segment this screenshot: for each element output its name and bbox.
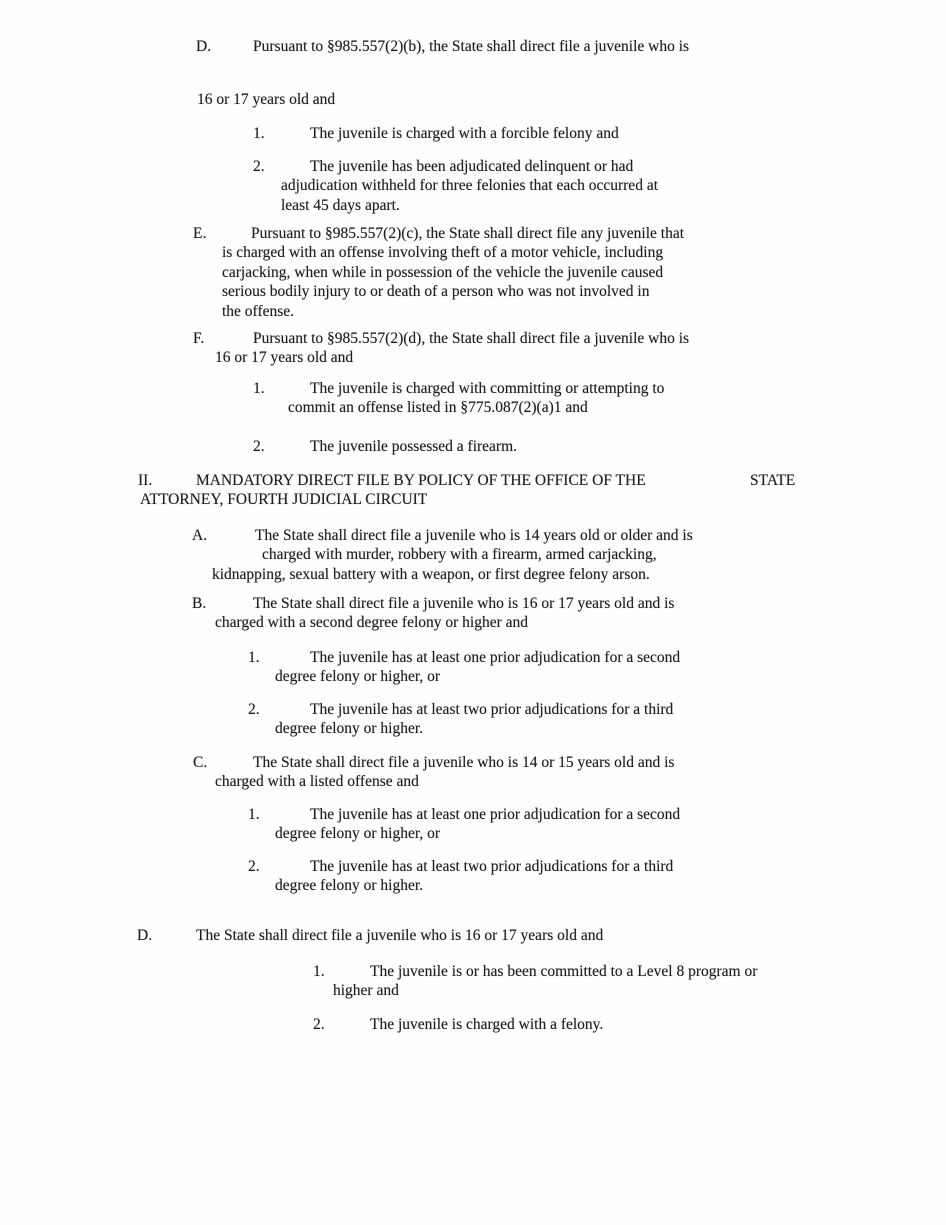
letter-item-f — [0, 329, 946, 368]
numbered-item-2 — [0, 157, 946, 215]
text-line: The State shall direct file a juvenile who is 16 or 17 years old and — [196, 927, 604, 944]
text-line: The juvenile has at least one prior adjudication for a second — [310, 806, 681, 823]
item-label: 2. — [253, 158, 265, 175]
letter-item-d — [0, 37, 946, 56]
text-line: The juvenile possessed a firearm. — [310, 438, 518, 455]
heading-right-word: STATE — [750, 472, 796, 489]
numbered-item-1 — [0, 962, 946, 1001]
text-line: least 45 days apart. — [281, 196, 400, 214]
numbered-item-2 — [0, 857, 946, 896]
item-label: 2. — [253, 438, 265, 455]
text-line: 16 or 17 years old and — [215, 349, 354, 367]
text-line: The juvenile has been adjudicated delinquent or had — [310, 158, 634, 175]
text-line: serious bodily injury to or death of a person who was not involved in — [222, 283, 650, 301]
text-line: The State shall direct file a juvenile who is 14 years old or older and is — [255, 527, 693, 544]
text-line: kidnapping, sexual battery with a weapon, or first degree felony arson. — [212, 565, 650, 583]
item-label: C. — [193, 754, 208, 771]
text-line: The State shall direct file a juvenile who is 14 or 15 years old and is — [253, 754, 675, 771]
text-line: charged with a listed offense and — [215, 773, 419, 791]
letter-item-e — [0, 224, 946, 321]
numbered-item-2 — [0, 437, 946, 456]
continuation-line — [0, 90, 946, 109]
text-line: The juvenile has at least two prior adjudications for a third — [310, 701, 674, 718]
text-line: is charged with an offense involving theft of a motor vehicle, including — [222, 244, 664, 262]
heading-text: MANDATORY DIRECT FILE BY POLICY OF THE OFFICE OF THE — [196, 472, 646, 489]
text-line: Pursuant to §985.557(2)(d), the State shall direct file a juvenile who is — [253, 330, 690, 347]
text-line: degree felony or higher, or — [275, 825, 441, 843]
item-label: E. — [193, 225, 207, 242]
text-line: Pursuant to §985.557(2)(b), the State shall direct file a juvenile who is — [253, 38, 690, 55]
item-label: 2. — [313, 1016, 325, 1033]
text-line: The juvenile is charged with committing or attempting to — [310, 380, 665, 397]
heading-line — [0, 471, 946, 490]
item-label: A. — [192, 527, 208, 544]
letter-item-a — [0, 526, 946, 584]
text-line: The juvenile is charged with a felony. — [370, 1016, 604, 1033]
text-line: The juvenile has at least one prior adjudication for a second — [310, 649, 681, 666]
text-line: The juvenile is or has been committed to a Level 8 program or — [370, 963, 758, 980]
text-line: commit an offense listed in §775.087(2)(a)1 and — [288, 399, 588, 417]
numbered-item-2 — [0, 700, 946, 739]
text-line: higher and — [333, 982, 399, 1000]
item-label: 1. — [248, 806, 260, 823]
text-line: adjudication withheld for three felonies that each occurred at — [281, 177, 659, 195]
item-label: 1. — [313, 963, 325, 980]
numbered-item-2 — [0, 1015, 946, 1034]
item-label: 1. — [253, 125, 265, 142]
item-label: 1. — [248, 649, 260, 666]
section-heading-ii — [0, 471, 946, 510]
numbered-item-1 — [0, 805, 946, 844]
heading-line: ATTORNEY, FOURTH JUDICIAL CIRCUIT — [140, 491, 428, 509]
numbered-item-1 — [0, 379, 946, 418]
item-label: 2. — [248, 701, 260, 718]
text-line: charged with a second degree felony or higher and — [215, 614, 529, 632]
section-label: II. — [138, 472, 153, 489]
letter-item-c — [0, 753, 946, 792]
letter-item-d-outer — [0, 926, 946, 945]
text-line: The juvenile is charged with a forcible felony and — [310, 125, 619, 142]
text-line: the offense. — [222, 302, 295, 320]
item-label: 2. — [248, 858, 260, 875]
item-label: F. — [193, 330, 205, 347]
item-label: D. — [196, 38, 212, 55]
text-line: degree felony or higher, or — [275, 668, 441, 686]
text-line: charged with murder, robbery with a firearm, armed carjacking, — [262, 546, 657, 564]
text-line: Pursuant to §985.557(2)(c), the State shall direct file any juvenile that — [251, 225, 685, 242]
text-line: The State shall direct file a juvenile who is 16 or 17 years old and is — [253, 595, 675, 612]
item-label: B. — [192, 595, 207, 612]
text-line: carjacking, when while in possession of the vehicle the juvenile caused — [222, 263, 664, 281]
item-label: D. — [137, 927, 153, 944]
item-label: 1. — [253, 380, 265, 397]
text-line: 16 or 17 years old and — [197, 91, 336, 108]
text-line: degree felony or higher. — [275, 877, 424, 895]
text-line: degree felony or higher. — [275, 720, 424, 738]
letter-item-b — [0, 594, 946, 633]
text-line: The juvenile has at least two prior adjudications for a third — [310, 858, 674, 875]
numbered-item-1 — [0, 124, 946, 143]
numbered-item-1 — [0, 648, 946, 687]
